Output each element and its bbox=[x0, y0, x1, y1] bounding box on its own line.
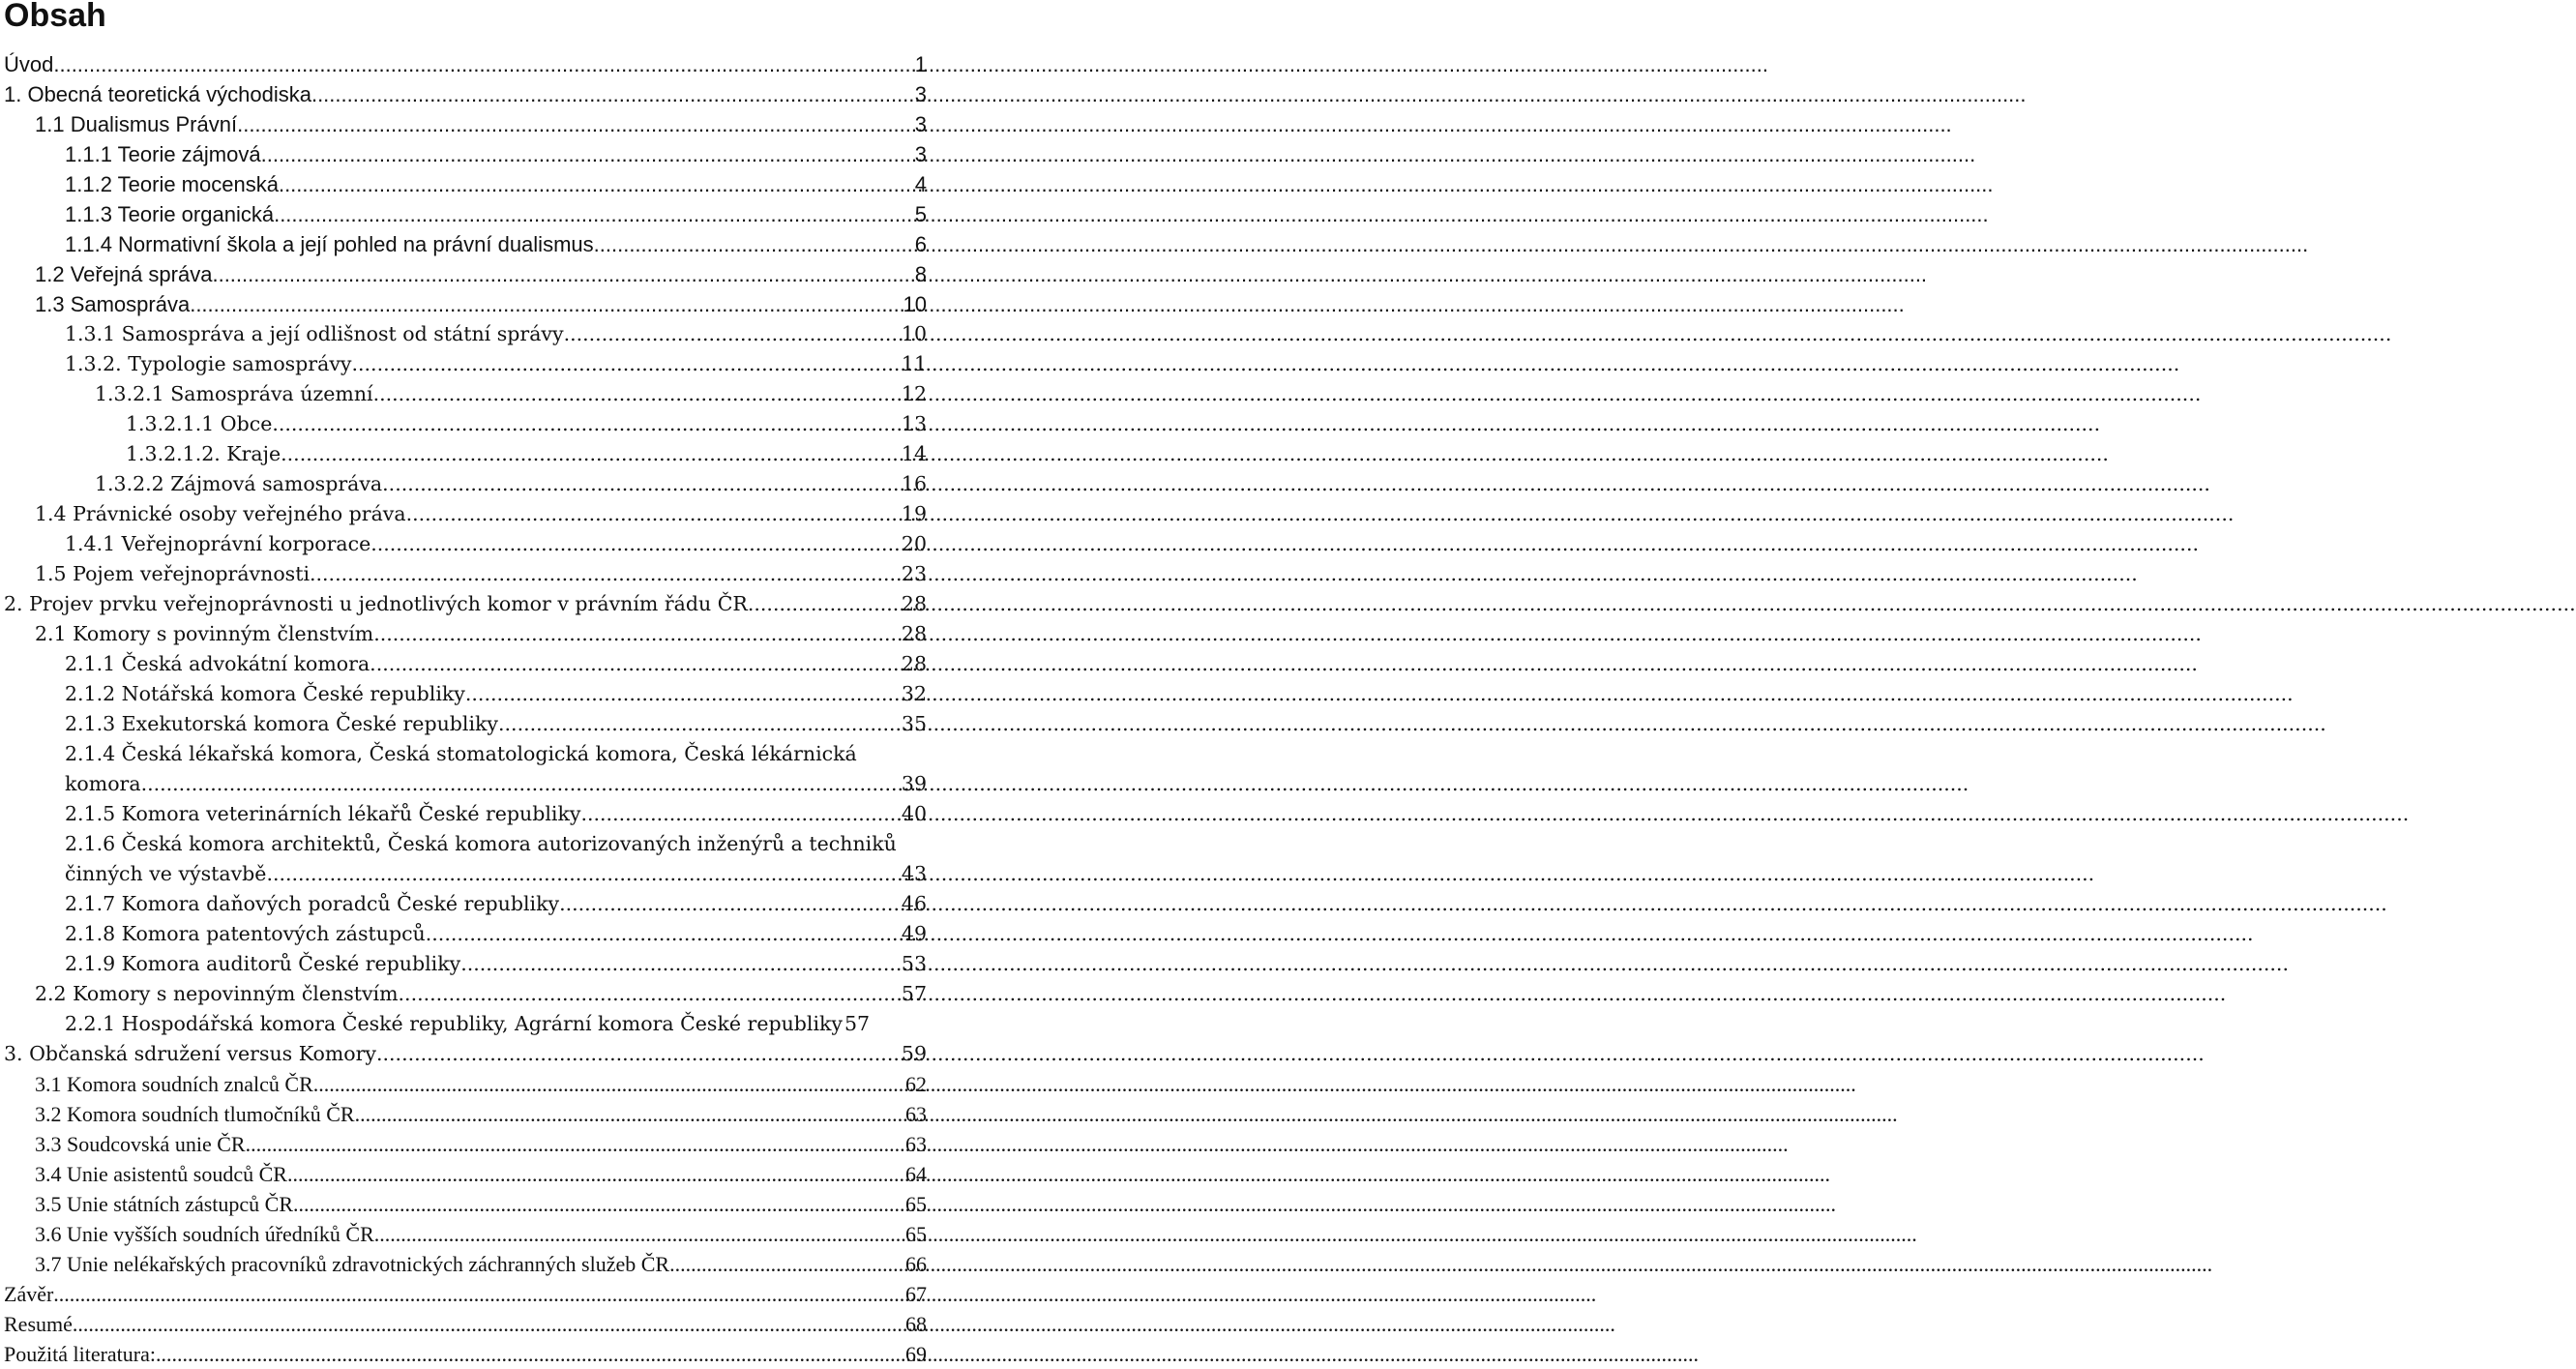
toc-leader-dots bbox=[53, 1279, 904, 1309]
toc-entry[interactable] bbox=[0, 679, 927, 709]
toc-entry-label: Použitá literatura: bbox=[4, 1342, 156, 1366]
toc-entry[interactable] bbox=[0, 469, 927, 499]
toc-page-number: 20 bbox=[901, 532, 927, 555]
toc-entry-label: činných ve výstavbě bbox=[65, 862, 267, 885]
toc-page-number: 14 bbox=[901, 442, 927, 465]
toc-page-number: 57 bbox=[901, 982, 927, 1005]
toc-page-number: 67 bbox=[905, 1282, 927, 1306]
toc-entry-label: 2.1 Komory s povinným členstvím bbox=[35, 622, 374, 645]
toc-leader-dots bbox=[279, 169, 914, 199]
toc-leader-dots bbox=[141, 769, 901, 799]
page-title: Obsah bbox=[4, 0, 106, 34]
toc-leader-dots bbox=[237, 109, 914, 139]
toc-entry[interactable] bbox=[0, 889, 927, 919]
toc-leader-dots bbox=[580, 799, 900, 829]
toc-leader-dots bbox=[498, 709, 901, 739]
toc-page-number: 23 bbox=[901, 562, 927, 585]
toc-entry-label: 1.4 Právnické osoby veřejného práva bbox=[35, 502, 406, 525]
toc-leader-dots bbox=[246, 1129, 904, 1159]
toc-entry[interactable] bbox=[0, 379, 927, 409]
toc-entry-label: 1.1.4 Normativní škola a její pohled na právní dualismus bbox=[65, 232, 594, 256]
toc-leader-dots bbox=[460, 949, 901, 979]
toc-page-number: 69 bbox=[905, 1342, 927, 1366]
toc-page-number: 63 bbox=[905, 1102, 927, 1126]
toc-entry[interactable] bbox=[0, 169, 927, 199]
toc-page-number: 13 bbox=[901, 412, 927, 435]
toc-leader-dots bbox=[748, 589, 901, 619]
toc-page-number: 59 bbox=[901, 1042, 927, 1065]
toc-entry-label: 1.3 Samospráva bbox=[35, 292, 191, 316]
toc-entry-label: 1.1.2 Teorie mocenská bbox=[65, 172, 279, 196]
toc-entry[interactable] bbox=[0, 499, 927, 529]
toc-leader-dots bbox=[406, 499, 901, 529]
toc-entry[interactable] bbox=[0, 1069, 927, 1099]
toc-entry[interactable] bbox=[0, 199, 927, 229]
toc-leader-dots bbox=[399, 979, 901, 1009]
toc-entry-label: 2.1.9 Komora auditorů České republiky bbox=[65, 952, 461, 975]
toc-entry-label: 3.1 Komora soudních znalců ČR bbox=[35, 1072, 313, 1096]
toc-entry[interactable] bbox=[0, 259, 927, 289]
toc-page-number: 57 bbox=[844, 1012, 871, 1035]
toc-page-number: 5 bbox=[914, 202, 927, 226]
toc-entry[interactable] bbox=[0, 1099, 927, 1129]
toc-entry[interactable] bbox=[0, 1279, 927, 1309]
toc-page-number: 43 bbox=[901, 862, 927, 885]
toc-entry-label: 1.5 Pojem veřejnoprávnosti bbox=[35, 562, 310, 585]
toc-entry[interactable] bbox=[0, 439, 927, 469]
toc-entry[interactable] bbox=[0, 559, 927, 589]
toc-leader-dots bbox=[287, 1159, 904, 1189]
toc-page-number: 53 bbox=[901, 952, 927, 975]
toc-leader-dots bbox=[374, 1219, 904, 1249]
toc-entry[interactable] bbox=[0, 1159, 927, 1189]
toc-page-number: 11 bbox=[901, 352, 927, 375]
toc-page-number: 6 bbox=[914, 232, 927, 256]
toc-leader-dots bbox=[373, 379, 901, 409]
toc-entry-label: 1.3.2.1.1 Obce bbox=[126, 412, 273, 435]
toc-leader-dots bbox=[564, 319, 901, 349]
toc-entry-label: 1.3.2. Typologie samosprávy bbox=[65, 352, 352, 375]
toc-leader-dots bbox=[382, 469, 901, 499]
toc-page-number: 63 bbox=[905, 1132, 927, 1156]
toc-page-number: 10 bbox=[901, 322, 927, 345]
toc-entry-label-line1: 2.1.4 Česká lékařská komora, Česká stomatologická komora, Česká lékárnická bbox=[65, 742, 857, 765]
toc-leader-dots bbox=[266, 859, 900, 889]
toc-entry[interactable] bbox=[0, 1009, 927, 1039]
toc-page-number: 65 bbox=[905, 1192, 927, 1216]
toc-page-number: 28 bbox=[901, 622, 927, 645]
toc-page-number: 66 bbox=[905, 1252, 927, 1276]
toc-entry-label: 2.2.1 Hospodářská komora České republiky, Agrární komora České republiky bbox=[65, 1012, 844, 1035]
toc-entry[interactable] bbox=[0, 349, 927, 379]
toc-entry[interactable] bbox=[0, 1249, 927, 1279]
toc-entry[interactable] bbox=[0, 49, 927, 79]
toc-entry-label: Závěr bbox=[4, 1282, 54, 1306]
toc-entry[interactable] bbox=[0, 829, 927, 889]
toc-entry[interactable] bbox=[0, 289, 927, 319]
toc-entry[interactable] bbox=[0, 739, 927, 799]
toc-leader-dots bbox=[311, 79, 914, 109]
toc-leader-dots bbox=[310, 559, 901, 589]
toc-page-number: 65 bbox=[905, 1222, 927, 1246]
toc-leader-dots bbox=[53, 49, 913, 79]
toc-entry-label: 2. Projev prvku veřejnoprávnosti u jednotlivých komor v právním řádu ČR bbox=[4, 592, 748, 615]
toc-leader-dots bbox=[73, 1309, 904, 1339]
toc-entry-label: 3.7 Unie nelékařských pracovníků zdravotnických záchranných služeb ČR bbox=[35, 1252, 670, 1276]
toc-leader-dots bbox=[293, 1189, 904, 1219]
toc-leader-dots bbox=[272, 409, 901, 439]
toc-entry[interactable] bbox=[0, 979, 927, 1009]
toc-page-number: 19 bbox=[901, 502, 927, 525]
toc-leader-dots bbox=[559, 889, 901, 919]
toc-entry-label: 1. Obecná teoretická východiska bbox=[4, 82, 311, 106]
toc-entry[interactable] bbox=[0, 1189, 927, 1219]
toc-leader-dots bbox=[212, 259, 913, 289]
toc-page-number: 40 bbox=[901, 802, 927, 825]
toc-entry-label: 3.3 Soudcovská unie ČR bbox=[35, 1132, 246, 1156]
toc-entry[interactable] bbox=[0, 79, 927, 109]
toc-entry-label: 2.1.7 Komora daňových poradců České republiky bbox=[65, 892, 560, 915]
toc-leader-dots bbox=[313, 1069, 904, 1099]
toc-leader-dots bbox=[594, 229, 914, 259]
toc-page-number: 28 bbox=[901, 592, 927, 615]
toc-entry-label: 2.1.3 Exekutorská komora České republiky bbox=[65, 712, 499, 735]
toc-entry-label: 1.4.1 Veřejnoprávní korporace bbox=[65, 532, 371, 555]
toc-page-number: 32 bbox=[901, 682, 927, 705]
toc-page-number: 49 bbox=[901, 922, 927, 945]
toc-entry-label: Úvod bbox=[4, 52, 54, 76]
toc-entry-label: 2.1.1 Česká advokátní komora bbox=[65, 652, 370, 675]
toc-page-number: 16 bbox=[901, 472, 927, 495]
toc-page-number: 46 bbox=[901, 892, 927, 915]
toc-page-number: 1 bbox=[914, 52, 927, 76]
toc-leader-dots bbox=[669, 1249, 904, 1279]
toc-page-number: 10 bbox=[903, 292, 927, 316]
toc-page-number: 4 bbox=[914, 172, 927, 196]
toc-entry[interactable] bbox=[0, 529, 927, 559]
toc-entry[interactable] bbox=[0, 1129, 927, 1159]
toc-entry[interactable] bbox=[0, 709, 927, 739]
toc-entry-label: Resumé bbox=[4, 1312, 73, 1336]
toc-page-number: 3 bbox=[914, 142, 927, 166]
toc-entry-label: 1.1.1 Teorie zájmová bbox=[65, 142, 261, 166]
toc-entry[interactable] bbox=[0, 799, 927, 829]
toc-leader-dots bbox=[370, 649, 901, 679]
toc-entry-label: 1.1.3 Teorie organická bbox=[65, 202, 275, 226]
document-page bbox=[0, 0, 929, 1366]
toc-entry-label: 1.1 Dualismus Právní bbox=[35, 112, 238, 136]
toc-entry[interactable] bbox=[0, 229, 927, 259]
toc-entry-label: 1.3.2.1.2. Kraje bbox=[126, 442, 281, 465]
toc-entry[interactable] bbox=[0, 109, 927, 139]
toc-page-number: 62 bbox=[905, 1072, 927, 1096]
toc-page-number: 64 bbox=[905, 1162, 927, 1186]
toc-entry-label: 2.1.8 Komora patentových zástupců bbox=[65, 922, 426, 945]
toc-page-number: 35 bbox=[901, 712, 927, 735]
toc-entry[interactable] bbox=[0, 1309, 927, 1339]
toc-page-number: 12 bbox=[901, 382, 927, 405]
toc-leader-dots bbox=[370, 529, 901, 559]
toc-entry-label: 3.5 Unie státních zástupců ČR bbox=[35, 1192, 294, 1216]
toc-leader-dots bbox=[274, 199, 914, 229]
toc-leader-dots bbox=[261, 139, 914, 169]
toc-entry-label: 2.1.2 Notářská komora České republiky bbox=[65, 682, 465, 705]
toc-leader-dots bbox=[426, 919, 901, 949]
toc-entry-label: 1.2 Veřejná správa bbox=[35, 262, 213, 286]
toc-entry[interactable] bbox=[0, 1219, 927, 1249]
toc-page-number: 3 bbox=[914, 112, 927, 136]
toc-entry-label: 1.3.1 Samospráva a její odlišnost od státní správy bbox=[65, 322, 564, 345]
toc-page-number: 8 bbox=[914, 262, 927, 286]
toc-entry-label: 2.2 Komory s nepovinným členstvím bbox=[35, 982, 399, 1005]
toc-leader-dots bbox=[281, 439, 901, 469]
toc-entry-label: 3.2 Komora soudních tlumočníků ČR bbox=[35, 1102, 355, 1126]
toc-entry[interactable] bbox=[0, 619, 927, 649]
toc-leader-dots bbox=[190, 289, 902, 319]
toc-entry-label: 3.6 Unie vyšších soudních úředníků ČR bbox=[35, 1222, 374, 1246]
toc-page-number: 28 bbox=[901, 652, 927, 675]
toc-leader-dots bbox=[373, 619, 901, 649]
toc-entry-label: 1.3.2.1 Samospráva územní bbox=[95, 382, 373, 405]
toc-entry-label: 3.4 Unie asistentů soudců ČR bbox=[35, 1162, 287, 1186]
toc-entry[interactable] bbox=[0, 1339, 927, 1369]
toc-page-number: 3 bbox=[914, 82, 927, 106]
toc-entry[interactable] bbox=[0, 409, 927, 439]
toc-entry[interactable] bbox=[0, 139, 927, 169]
toc-entry-label: 1.3.2.2 Zájmová samospráva bbox=[95, 472, 383, 495]
toc-leader-dots bbox=[156, 1339, 904, 1369]
toc-entry[interactable] bbox=[0, 589, 927, 619]
toc-entry[interactable] bbox=[0, 919, 927, 949]
toc-page-number: 68 bbox=[905, 1312, 927, 1336]
toc-leader-dots bbox=[376, 1039, 901, 1069]
toc-page-number: 39 bbox=[901, 772, 927, 795]
toc-leader-dots bbox=[465, 679, 901, 709]
toc-leader-dots bbox=[355, 1099, 904, 1129]
toc-entry-label-line1: 2.1.6 Česká komora architektů, Česká komora autorizovaných inženýrů a techniků bbox=[65, 832, 897, 855]
toc-entry-label: komora bbox=[65, 772, 141, 795]
toc-entry-label: 2.1.5 Komora veterinárních lékařů České republiky bbox=[65, 802, 581, 825]
toc-entry[interactable] bbox=[0, 949, 927, 979]
table-of-contents bbox=[0, 49, 927, 1369]
toc-entry[interactable] bbox=[0, 649, 927, 679]
toc-entry-label: 3. Občanská sdružení versus Komory bbox=[4, 1042, 376, 1065]
toc-leader-dots bbox=[352, 349, 901, 379]
toc-entry[interactable] bbox=[0, 319, 927, 349]
toc-entry[interactable] bbox=[0, 1039, 927, 1069]
